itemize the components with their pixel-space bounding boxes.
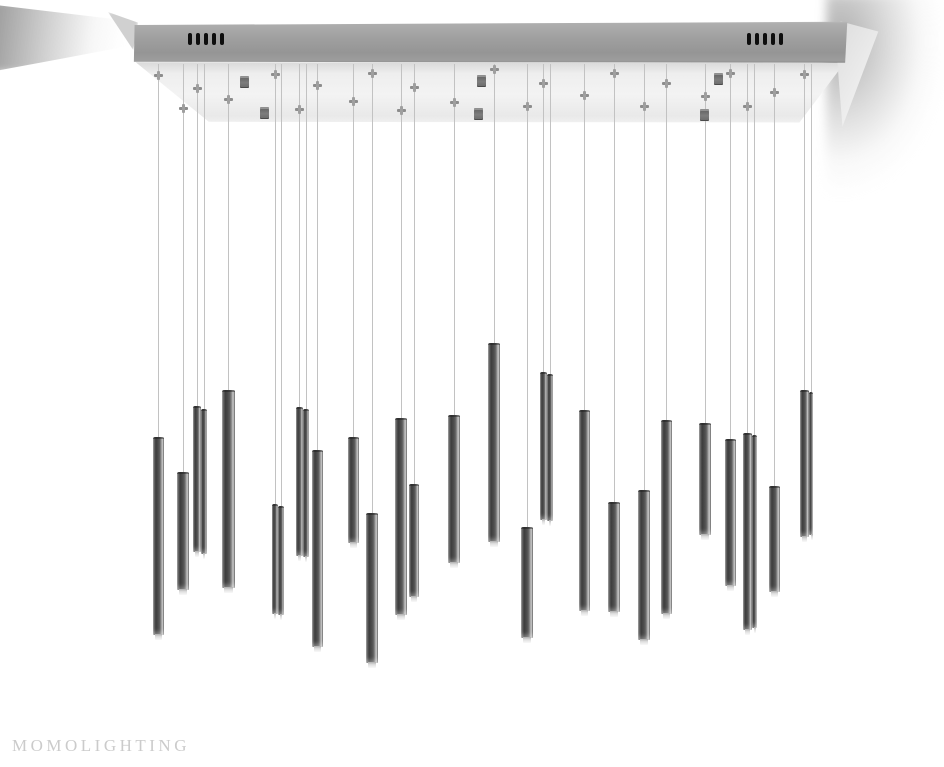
- cable-clamp: [193, 84, 202, 93]
- pendant-tube: [661, 420, 672, 614]
- cable-clamp: [580, 91, 589, 100]
- suspension-cable: [454, 64, 455, 415]
- tube-diffuser-tip: [549, 520, 551, 526]
- suspension-cable: [353, 64, 354, 437]
- cable-clamp: [701, 92, 710, 101]
- suspension-cable: [584, 64, 585, 410]
- tube-diffuser-tip: [802, 536, 807, 542]
- vent-slot: [755, 33, 759, 45]
- pendant-tube: [699, 423, 711, 535]
- vent-slot: [188, 33, 192, 45]
- tube-diffuser-tip: [224, 587, 233, 593]
- cable-clamp: [179, 104, 188, 113]
- tube-diffuser-tip: [542, 519, 545, 525]
- pendant-tube: [366, 513, 378, 663]
- suspension-cable: [317, 64, 318, 450]
- cable-clamp: [368, 69, 377, 78]
- suspension-cable: [275, 64, 276, 504]
- tube-diffuser-tip: [450, 562, 458, 568]
- vent-slot: [196, 33, 200, 45]
- suspension-cable: [774, 64, 775, 486]
- suspension-cable: [614, 64, 615, 502]
- suspension-cable: [527, 64, 528, 527]
- cable-clamp: [349, 97, 358, 106]
- watermark-text: MOMOLIGHTING: [12, 736, 190, 755]
- pendant-tube: [395, 418, 407, 615]
- suspension-cable: [372, 64, 373, 513]
- pendant-tube: [608, 502, 620, 612]
- suspension-cable: [197, 64, 198, 406]
- pendant-tube: [312, 450, 323, 647]
- pendant-tube: [769, 486, 780, 592]
- pendant-tube: [752, 435, 757, 628]
- vent-slot: [747, 33, 751, 45]
- cable-clamp: [490, 65, 499, 74]
- canopy-front-face: [131, 19, 848, 65]
- cable-clamp: [770, 88, 779, 97]
- tube-diffuser-tip: [411, 596, 417, 602]
- tube-diffuser-tip: [397, 614, 405, 620]
- cable-gripper: [700, 109, 709, 121]
- cable-clamp: [523, 102, 532, 111]
- pendant-tube: [296, 407, 303, 556]
- suspension-cable: [228, 64, 229, 390]
- cable-clamp: [610, 69, 619, 78]
- tube-diffuser-tip: [195, 551, 199, 557]
- pendant-tube: [278, 506, 284, 615]
- pendant-tube: [638, 490, 650, 640]
- pendant-tube: [177, 472, 189, 590]
- pendant-tube: [579, 410, 590, 611]
- cable-clamp: [410, 83, 419, 92]
- pendant-tube: [222, 390, 235, 588]
- vent-grille: [747, 33, 783, 45]
- tube-diffuser-tip: [701, 534, 709, 540]
- tube-diffuser-tip: [298, 555, 301, 561]
- pendant-tube: [153, 437, 164, 635]
- cable-clamp: [662, 79, 671, 88]
- tube-diffuser-tip: [368, 662, 376, 668]
- vent-slot: [779, 33, 783, 45]
- tube-diffuser-tip: [523, 637, 531, 643]
- tube-diffuser-tip: [179, 589, 187, 595]
- pendant-tube: [725, 439, 736, 586]
- pendant-tube: [409, 484, 419, 597]
- tube-diffuser-tip: [280, 614, 282, 620]
- cable-clamp: [224, 95, 233, 104]
- pendant-tube: [488, 343, 500, 542]
- tube-diffuser-tip: [203, 553, 205, 559]
- tube-diffuser-tip: [581, 610, 588, 616]
- pendant-tube: [303, 409, 309, 557]
- suspension-cable: [550, 64, 551, 374]
- tube-diffuser-tip: [640, 639, 648, 645]
- vent-slot: [204, 33, 208, 45]
- cable-clamp: [154, 71, 163, 80]
- canopy-underside: [130, 61, 846, 125]
- suspension-cable: [414, 64, 415, 484]
- pendant-tube: [547, 374, 553, 521]
- suspension-cable: [543, 64, 544, 372]
- suspension-cable: [306, 64, 307, 409]
- pendant-tube: [800, 390, 809, 537]
- suspension-cable: [494, 64, 495, 343]
- vent-slot: [220, 33, 224, 45]
- suspension-cable: [204, 64, 205, 409]
- pendant-tube: [743, 433, 752, 630]
- tube-diffuser-tip: [663, 613, 670, 619]
- pendant-tube: [348, 437, 359, 543]
- suspension-cable: [183, 64, 184, 472]
- pendant-tube: [448, 415, 460, 563]
- cable-gripper: [714, 73, 723, 85]
- cable-clamp: [726, 69, 735, 78]
- suspension-cable: [644, 64, 645, 490]
- cable-clamp: [640, 102, 649, 111]
- cable-clamp: [800, 70, 809, 79]
- suspension-cable: [811, 64, 812, 392]
- cable-clamp: [295, 105, 304, 114]
- tube-diffuser-tip: [754, 627, 756, 633]
- vent-slot: [212, 33, 216, 45]
- tube-diffuser-tip: [274, 613, 276, 619]
- pendant-tube: [540, 372, 547, 520]
- cable-gripper: [477, 75, 486, 87]
- tube-diffuser-tip: [350, 542, 357, 548]
- tube-diffuser-tip: [490, 541, 498, 547]
- cable-clamp: [271, 70, 280, 79]
- vent-grille: [188, 33, 224, 45]
- suspension-cable: [401, 64, 402, 418]
- tube-diffuser-tip: [305, 556, 307, 562]
- tube-diffuser-tip: [771, 591, 778, 597]
- suspension-cable: [747, 64, 748, 433]
- vent-slot: [763, 33, 767, 45]
- tube-diffuser-tip: [314, 646, 321, 652]
- suspension-cable: [754, 64, 755, 435]
- suspension-cable: [804, 64, 805, 390]
- cable-gripper: [240, 76, 249, 88]
- suspension-cable: [730, 64, 731, 439]
- cable-clamp: [397, 106, 406, 115]
- cable-clamp: [313, 81, 322, 90]
- pendant-tube: [201, 409, 207, 554]
- cable-clamp: [450, 98, 459, 107]
- tube-diffuser-tip: [155, 634, 162, 640]
- pendant-tube: [809, 392, 813, 535]
- pendant-tube: [193, 406, 201, 552]
- suspension-cable: [158, 64, 159, 437]
- vent-slot: [771, 33, 775, 45]
- tube-diffuser-tip: [745, 629, 750, 635]
- tube-diffuser-tip: [811, 534, 813, 540]
- cable-gripper: [474, 108, 483, 120]
- tube-diffuser-tip: [727, 585, 734, 591]
- tube-diffuser-tip: [610, 611, 618, 617]
- cable-gripper: [260, 107, 269, 119]
- cable-clamp: [743, 102, 752, 111]
- pendant-tube: [521, 527, 533, 638]
- suspension-cable: [281, 64, 282, 506]
- suspension-cable: [299, 64, 300, 407]
- cable-clamp: [539, 79, 548, 88]
- suspension-cable: [666, 64, 667, 420]
